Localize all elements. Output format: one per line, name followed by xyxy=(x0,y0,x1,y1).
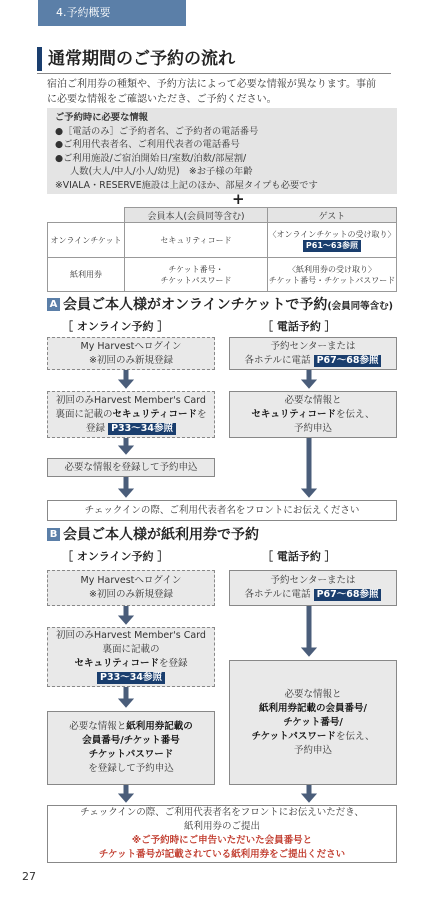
a-phone-apply-2a: セキュリティコード xyxy=(251,408,336,420)
cell-paper-guest-1: 〈紙利用券の受け取り〉 xyxy=(288,264,376,274)
section-b-phone-heading: ［ 電話予約 ］ xyxy=(262,550,336,563)
arrow-a-online-1-head xyxy=(119,380,133,388)
a-online-apply-box xyxy=(47,458,215,477)
b-phone-call-2 xyxy=(230,588,396,602)
cell-paper-guest-2: チケット番号・チケットパスワード xyxy=(268,275,396,285)
b-checkin-box xyxy=(47,805,397,863)
b-online-apply-1 xyxy=(48,720,214,734)
b-checkin-note-1: ※ご予約時にご申告いただいた会員番号と xyxy=(131,835,313,846)
b-online-register-1: 初回のみHarvest Member's Card xyxy=(56,630,206,641)
arrow-a-phone-1-head xyxy=(302,380,316,388)
b-online-register-3b: を登録 xyxy=(159,658,188,669)
a-online-login-1: My Harvestへログイン xyxy=(80,340,182,352)
b-online-apply-1b: 紙利用券記載の xyxy=(126,721,193,732)
arrow-a-online-2-head xyxy=(119,446,133,454)
b-phone-apply-4b: を伝え、 xyxy=(335,730,375,742)
a-online-apply-text: 必要な情報を登録して予約申込 xyxy=(64,461,198,473)
b-online-login-2: ※初回のみ新規登録 xyxy=(89,589,173,600)
section-a-phone-heading: ［ 電話予約 ］ xyxy=(262,320,336,333)
b-online-apply-4: を登録して予約申込 xyxy=(88,763,174,774)
reference-badge: P33～34参照 xyxy=(108,423,176,435)
arrow-b-online-3-head xyxy=(119,794,133,802)
b-online-apply-2b: 会員番号/チケット番号 xyxy=(82,735,180,746)
b-phone-call-box xyxy=(229,570,397,606)
b-phone-apply-2b: 紙利用券記載の会員番号/ xyxy=(259,702,367,714)
b-online-apply-3 xyxy=(48,748,214,762)
arrow-b-phone-1 xyxy=(307,606,311,650)
section-a-title-small: (会員同等含む) xyxy=(327,301,394,312)
b-online-apply-box xyxy=(47,711,215,785)
a-online-register-2b: セキュリティコード xyxy=(112,408,198,420)
b-online-register-4 xyxy=(48,671,214,685)
a-online-register-2 xyxy=(48,408,214,422)
a-phone-call-2 xyxy=(230,354,396,368)
a-phone-apply-3: 予約申込 xyxy=(293,422,332,434)
a-online-register-1: 初回のみHarvest Member's Card xyxy=(56,394,206,406)
a-phone-apply-1: 必要な情報と xyxy=(284,394,342,406)
a-phone-call-1: 予約センターまたは xyxy=(270,340,356,352)
b-online-register-3 xyxy=(48,657,214,671)
b-checkin-2: 紙利用券のご提出 xyxy=(183,821,260,832)
b-phone-apply-1: 必要な情報と xyxy=(284,688,342,700)
b-online-register-2: 裏面に記載の xyxy=(102,644,160,655)
a-online-register-2a: 裏面に記載の xyxy=(55,408,113,420)
requirements-line-4: 人数(大人/中人/小人/幼児) ※お子様の年齢 xyxy=(70,166,253,177)
table-header-guest: ゲスト xyxy=(268,208,397,223)
arrow-a-phone-2-head xyxy=(302,489,316,497)
requirements-line-1: ●［電話のみ］ご予約者名、ご予約者の電話番号 xyxy=(55,125,259,137)
b-phone-apply-4 xyxy=(230,730,396,744)
reference-badge: P67～68参照 xyxy=(314,355,382,367)
b-online-login-box xyxy=(47,570,215,606)
b-phone-apply-5: 予約申込 xyxy=(293,744,332,756)
a-online-register-2c: を xyxy=(197,408,207,420)
a-checkin-box xyxy=(47,500,397,521)
b-phone-apply-3b: チケット番号/ xyxy=(283,716,343,728)
a-phone-apply-box xyxy=(229,391,397,438)
arrow-b-phone-2-head xyxy=(302,794,316,802)
a-phone-apply-2 xyxy=(230,408,396,422)
section-b-online-heading: ［ オンライン予約 ］ xyxy=(62,550,169,563)
page-title: 通常期間のご予約の流れ xyxy=(48,49,235,69)
reference-badge: P33～34参照 xyxy=(97,672,165,684)
arrow-b-online-2-head xyxy=(119,699,133,707)
a-checkin-text: チェックインの際、ご利用代表者名をフロントにお伝えください xyxy=(84,504,360,516)
a-phone-call-box xyxy=(229,337,397,370)
b-checkin-1: チェックインの際、ご利用代表者名をフロントにお伝えいただき、 xyxy=(80,807,364,818)
section-b-title xyxy=(47,526,259,544)
section-b-title-text: 会員ご本人様が紙利用券で予約 xyxy=(63,527,259,543)
plus-sign: + xyxy=(232,190,245,208)
requirements-line-3: ●ご利用施設/ご宿泊開始日/室数/泊数/部屋割/ xyxy=(55,152,247,164)
page-number: 27 xyxy=(22,870,36,883)
b-online-register-box xyxy=(47,627,215,687)
b-online-login-1: My Harvestへログイン xyxy=(80,575,182,586)
section-tab: 4.予約概要 xyxy=(38,0,186,26)
requirements-line-5: ※VIALA・RESERVE施設は上記のほか、部屋タイプも必要です xyxy=(55,179,318,191)
b-online-apply-3b: チケットパスワード xyxy=(88,749,174,760)
a-phone-call-2a: 各ホテルに電話 xyxy=(244,354,311,366)
b-online-apply-1a: 必要な情報と xyxy=(69,721,127,732)
arrow-a-phone-2 xyxy=(307,438,311,489)
cell-online-guest-text: 〈オンラインチケットの受け取り〉 xyxy=(268,229,396,239)
a-online-login-box xyxy=(47,337,215,370)
reference-badge: P67～68参照 xyxy=(314,589,382,601)
a-online-login-2: ※初回のみ新規登録 xyxy=(89,354,173,366)
a-online-register-3 xyxy=(48,422,214,436)
a-online-register-3a: 登録 xyxy=(86,422,106,434)
b-phone-apply-box xyxy=(229,660,397,785)
intro-line-2: に必要な情報をご確認いただき、ご予約ください。 xyxy=(47,94,277,105)
cell-paper-member-2: チケットパスワード xyxy=(160,275,232,285)
row-label-online: オンラインチケット xyxy=(48,223,125,258)
reference-badge: P61～63参照 xyxy=(303,240,361,252)
b-phone-call-2a: 各ホテルに電話 xyxy=(244,589,311,600)
section-a-title xyxy=(47,296,393,316)
cell-online-member: セキュリティコード xyxy=(125,223,268,258)
cell-paper-member-1: チケット番号・ xyxy=(168,264,224,274)
b-phone-apply-2 xyxy=(230,702,396,716)
row-label-paper: 紙利用券 xyxy=(48,258,125,292)
requirements-line-2: ●ご利用代表者名、ご利用代表者の電話番号 xyxy=(55,139,240,150)
b-phone-apply-3 xyxy=(230,716,396,730)
b-phone-apply-4a: チケットパスワード xyxy=(251,730,336,742)
b-checkin-note-2: チケット番号が記載されている紙利用券をご提出ください xyxy=(98,849,346,860)
intro-line-1: 宿泊ご利用券の種類や、予約方法によって必要な情報が異なります。事前 xyxy=(47,79,376,90)
a-phone-apply-2b: を伝え、 xyxy=(335,408,375,420)
b-online-register-3a: セキュリティコード xyxy=(74,658,160,669)
arrow-b-online-1-head xyxy=(119,616,133,624)
section-a-badge: A xyxy=(47,298,60,311)
requirements-title: ご予約時に必要な情報 xyxy=(55,112,148,123)
section-a-title-text: 会員ご本人様がオンラインチケットで予約 xyxy=(63,297,328,313)
table-header-member: 会員本人(会員同等含む) xyxy=(125,208,268,223)
section-b-badge: B xyxy=(47,528,60,541)
arrow-a-online-3-head xyxy=(119,489,133,497)
b-online-apply-2 xyxy=(48,734,214,748)
a-online-register-box xyxy=(47,391,215,438)
b-phone-call-1: 予約センターまたは xyxy=(270,575,356,586)
section-a-online-heading: ［ オンライン予約 ］ xyxy=(62,320,169,333)
arrow-b-phone-1-head xyxy=(302,648,316,656)
